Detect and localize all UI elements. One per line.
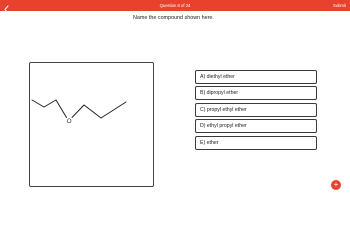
bond [84,105,101,118]
bond [56,100,67,118]
bond [72,105,84,118]
option-e[interactable]: E) ether [195,136,317,150]
oxygen-atom-label: O [66,119,72,125]
top-bar [0,0,350,11]
plus-icon: + [333,180,339,189]
option-d[interactable]: D) ethyl propyl ether [195,119,317,133]
bond [44,100,56,107]
answer-options [195,70,317,152]
structure-panel [29,62,154,187]
add-button[interactable] [331,180,341,190]
option-b[interactable]: B) dipropyl ether [195,86,317,100]
bond [32,100,44,107]
question-counter: Question 8 of 24 [159,3,191,8]
option-a[interactable]: A) diethyl ether [195,70,317,84]
option-c[interactable]: C) propyl ethyl ether [195,103,317,117]
skeletal-structure [30,63,155,188]
submit-button[interactable]: Submit [332,3,346,8]
question-prompt: Name the compound shown here. [133,15,214,21]
bond [101,102,126,118]
